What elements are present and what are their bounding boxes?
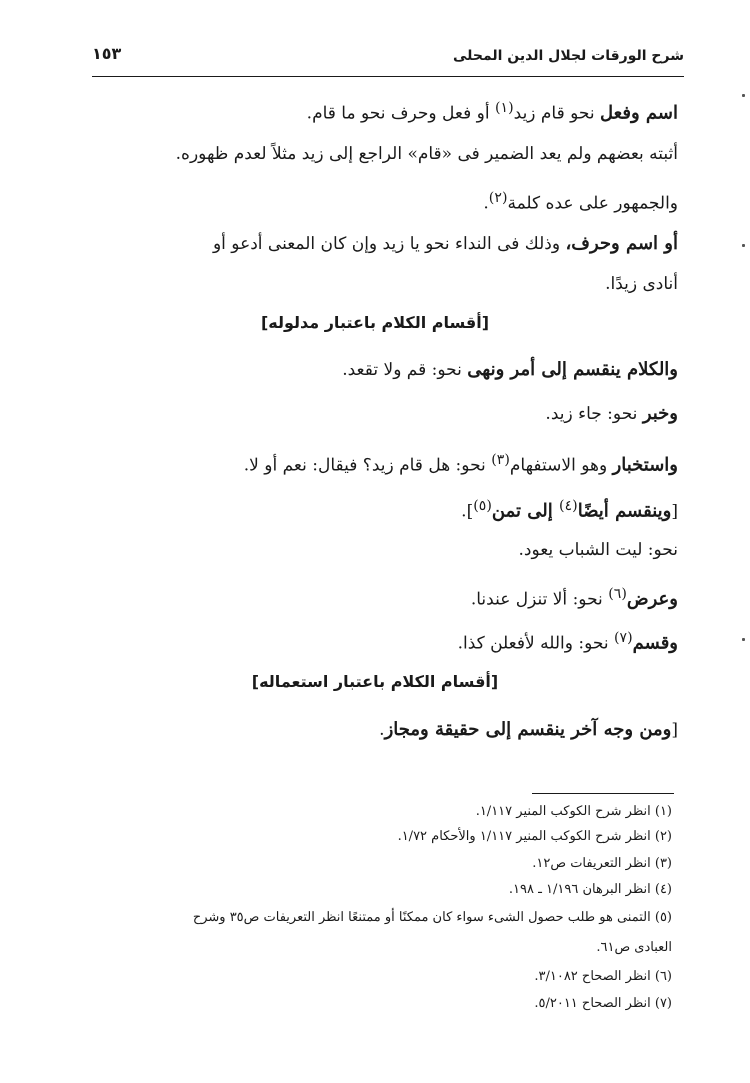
footnote-5: (٥) التمنى هو طلب حصول الشىء سواء كان ممكنًا أو ممتنعًا انظر التعريفات ص٣٥ وشرح <box>192 910 672 925</box>
footnote-3: (٣) انظر التعريفات ص١٢. <box>532 856 672 871</box>
header-title: شرح الورقات لجلال الدين المحلى <box>453 48 684 64</box>
text-line-7: وخبر نحو: جاء زيد. <box>545 403 678 424</box>
text-line-12: وقسم$^{(٧)}$ نحو: والله لأفعلن كذا. <box>457 630 678 654</box>
footnote-5-continued: العبادى ص٦١. <box>596 940 672 955</box>
text-line-10: نحو: ليت الشباب يعود. <box>518 540 678 560</box>
text-line-1: اسم وفعل نحو قام زيد$^{(١)}$ أو فعل وحرف نحو ما قام. <box>306 100 678 124</box>
text-line-4: أو اسم وحرف، وذلك فى النداء نحو يا زيد وإن كان المعنى أدعو أو <box>212 233 678 254</box>
footnote-4: (٤) انظر البرهان ١/١٩٦ ـ ١٩٨. <box>508 882 672 897</box>
text-line-8: واستخبار وهو الاستفهام$^{(٣)}$ نحو: هل قام زيد؟ فيقال: نعم أو لا. <box>243 452 678 476</box>
text-line-11: وعرض$^{(٦)}$ نحو: ألا تنزل عندنا. <box>470 586 678 610</box>
text-line-13: [ومن وجه آخر ينقسم إلى حقيقة ومجاز. <box>379 719 678 740</box>
text-line-6: والكلام ينقسم إلى أمر ونهى نحو: قم ولا تقعد. <box>342 359 678 380</box>
text-line-9: [وينقسم أيضًا$^{(٤)}$ إلى تمن$^{(٥)}$]. <box>461 498 678 522</box>
scan-mark <box>742 244 745 247</box>
section-heading-usage: [أقسام الكلام باعتبار استعماله] <box>251 672 499 691</box>
scan-mark <box>742 638 745 641</box>
running-header <box>92 40 684 77</box>
text-line-3: والجمهور على عده كلمة$^{(٢)}$. <box>483 190 678 214</box>
text-line-2: أثبته بعضهم ولم يعد الضمير فى «قام» الراجع إلى زيد مثلاً لعدم ظهوره. <box>175 144 678 164</box>
text-line-5: أنادى زيدًا. <box>605 274 678 294</box>
footnote-6: (٦) انظر الصحاح ٣/١٠٨٢. <box>534 969 672 984</box>
section-heading-meaning: [أقسام الكلام باعتبار مدلوله] <box>260 313 490 332</box>
scan-mark <box>742 94 745 97</box>
footnote-separator <box>532 793 674 794</box>
page-number: ١٥٣ <box>92 44 122 63</box>
footnote-1: (١) انظر شرح الكوكب المنير ١/١١٧. <box>475 804 672 819</box>
footnote-7: (٧) انظر الصحاح ٥/٢٠١١. <box>534 996 672 1011</box>
footnote-2: (٢) انظر شرح الكوكب المنير ١/١١٧ والأحكام ١/٧٢. <box>397 829 672 844</box>
